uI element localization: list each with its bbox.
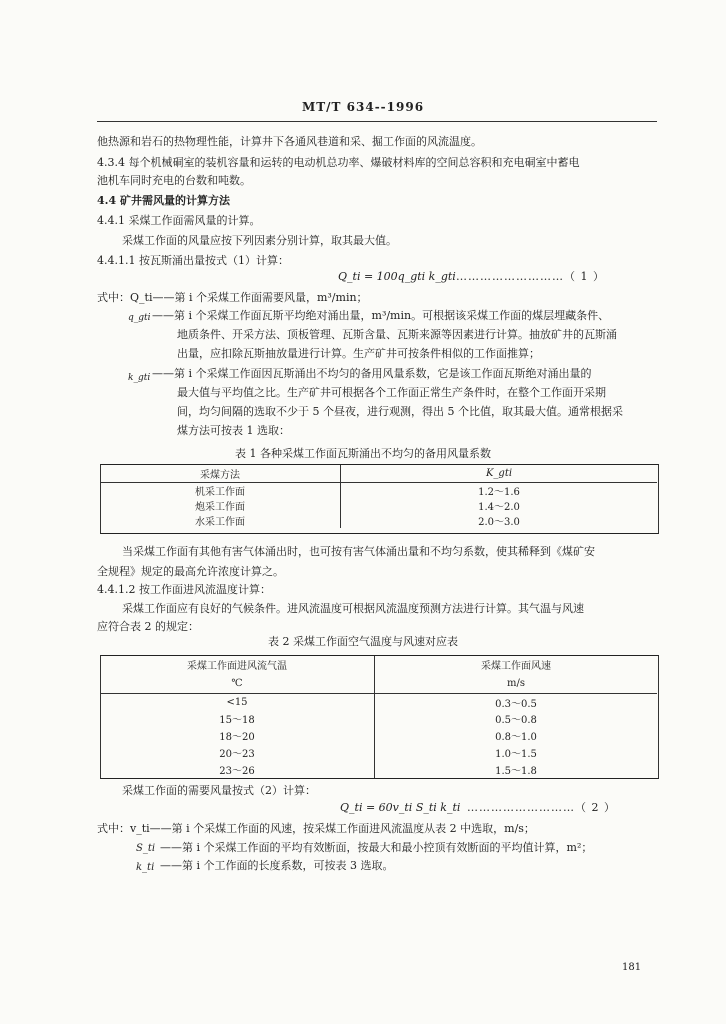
clause-4-4-1-2: 4.4.1.2 按工作面进风流温度计算： [97,583,271,596]
clause-4-4-1: 4.4.1 采煤工作面需风量的计算。 [97,214,261,227]
table-header-cell: 采煤工作面进风流气温 [187,661,287,672]
table-cell: 水采工作面 [195,517,245,528]
definition-k-gti-cont: 最大值与平均值之比。生产矿井可根据各个工作面正常生产条件时，在整个工作面开采期 [177,386,606,399]
table-cell: 1.4～2.0 [341,498,658,513]
equation-1: Q_ti = 100q_gti k_gti [338,270,456,283]
table-1-caption: 表 1 各种采煤工作面瓦斯涌出不均匀的备用风量系数 [235,447,491,460]
table-cell: 18～20 [219,732,255,743]
table-unit-cell: m/s [375,674,658,694]
definition-q-gti-cont: 出量，应扣除瓦斯抽放量进行计算。生产矿井可按条件相似的工作面推算； [177,347,540,360]
table-2-frame [100,655,659,779]
page-number: 181 [622,962,642,973]
table-cell: 1.2～1.6 [341,483,658,499]
definition-v: 式中：v_ti——第 i 个采煤工作面的风速，按采煤工作面进风流温度从表 2 中选取，m/s； [97,822,535,835]
definition-k-gti: ——第 i 个采煤工作面因瓦斯涌出不均匀的备用风量系数，它是该工作面瓦斯绝对涌出量的 [152,367,592,380]
table-cell: 20～23 [219,749,255,760]
paragraph: 采煤工作面应有良好的气候条件。进风流温度可根据风流温度预测方法进行计算。其气温与风速 [122,602,584,615]
table-cell: 0.5～0.8 [375,710,658,727]
clause-4-3-4-cont: 池机车同时充电的台数和吨数。 [97,174,251,187]
table-cell: 15～18 [219,715,255,726]
definition-q-gti: ——第 i 个采煤工作面瓦斯平均绝对涌出量，m³/min。可根据该采煤工作面的煤层埋藏条件、 [152,309,610,322]
paragraph-cont: 全规程》规定的最高允许浓度计算之。 [97,565,284,578]
table-header-cell: 采煤工作面风速 [375,655,658,674]
definition-k-gti-cont: 煤方法可按表 1 选取： [177,424,290,437]
paragraph: 他热源和岩石的热物理性能，计算井下各通风巷道和采、掘工作面的风流温度。 [97,135,482,148]
paragraph: 采煤工作面的风量应按下列因素分别计算，取其最大值。 [122,234,397,247]
clause-4-3-4: 4.3.4 每个机械硐室的装机容量和运转的电动机总功率、爆破材料库的空间总容积和充电硐室中蓄电 [97,156,580,169]
table-cell: 炮采工作面 [195,502,245,513]
table-unit-cell: ℃ [100,674,375,694]
symbol-s-ti: S_ti [136,843,156,854]
table-cell: 2.0～3.0 [341,513,658,528]
symbol-q-gti: q_gti [128,313,151,323]
definition-k-gti-cont: 间，均匀间隔的选取不少于 5 个昼夜，进行观测，得出 5 个比值，取其最大值。通常根据采 [177,405,623,418]
table-cell: <15 [226,696,248,708]
equation-2-number: ………………………（ 2 ） [467,801,616,814]
equation-2: Q_ti = 60v_ti S_ti k_ti [340,801,461,814]
table-cell: 1.5～1.8 [375,761,658,778]
equation-1-number: ………………………（ 1 ） [456,270,605,283]
table-cell: 23～26 [219,766,255,777]
table-1-frame [100,464,659,534]
table-header-cell: K_gti [341,464,658,483]
symbol-k-gti: k_gti [128,373,151,383]
clause-4-4-1-1: 4.4.1.1 按瓦斯涌出量按式（1）计算： [97,254,289,267]
paragraph-cont: 应符合表 2 的规定： [97,620,199,633]
table-cell: 1.0～1.5 [375,744,658,761]
table-2-caption: 表 2 采煤工作面空气温度与风速对应表 [268,635,458,648]
table-header-cell: 采煤方法 [100,464,341,483]
definition-k: ——第 i 个工作面的长度系数，可按表 3 选取。 [160,859,394,872]
table-cell: 机采工作面 [195,487,245,498]
table-cell: 0.8～1.0 [375,727,658,744]
paragraph: 当采煤工作面有其他有害气体涌出时，也可按有害气体涌出量和不均匀系数，使其稀释到《煤矿安 [122,545,595,558]
header-rule [97,121,657,122]
symbol-k-ti: k_ti [136,862,155,873]
definition-q: 式中：Q_ti——第 i 个采煤工作面需要风量，m³/min； [97,291,368,304]
paragraph: 采煤工作面的需要风量按式（2）计算： [122,784,316,797]
table-cell: 0.3～0.5 [375,694,658,711]
definition-s: ——第 i 个采煤工作面的平均有效断面，按最大和最小控顶有效断面的平均值计算，m²； [160,841,593,854]
header-code: MT/T 634--1996 [301,100,425,114]
section-heading-4-4: 4.4 矿井需风量的计算方法 [97,194,230,207]
definition-q-gti-cont: 地质条件、开采方法、顶板管理、瓦斯含量、瓦斯来源等因素进行计算。抽放矿井的瓦斯涌 [177,328,617,341]
